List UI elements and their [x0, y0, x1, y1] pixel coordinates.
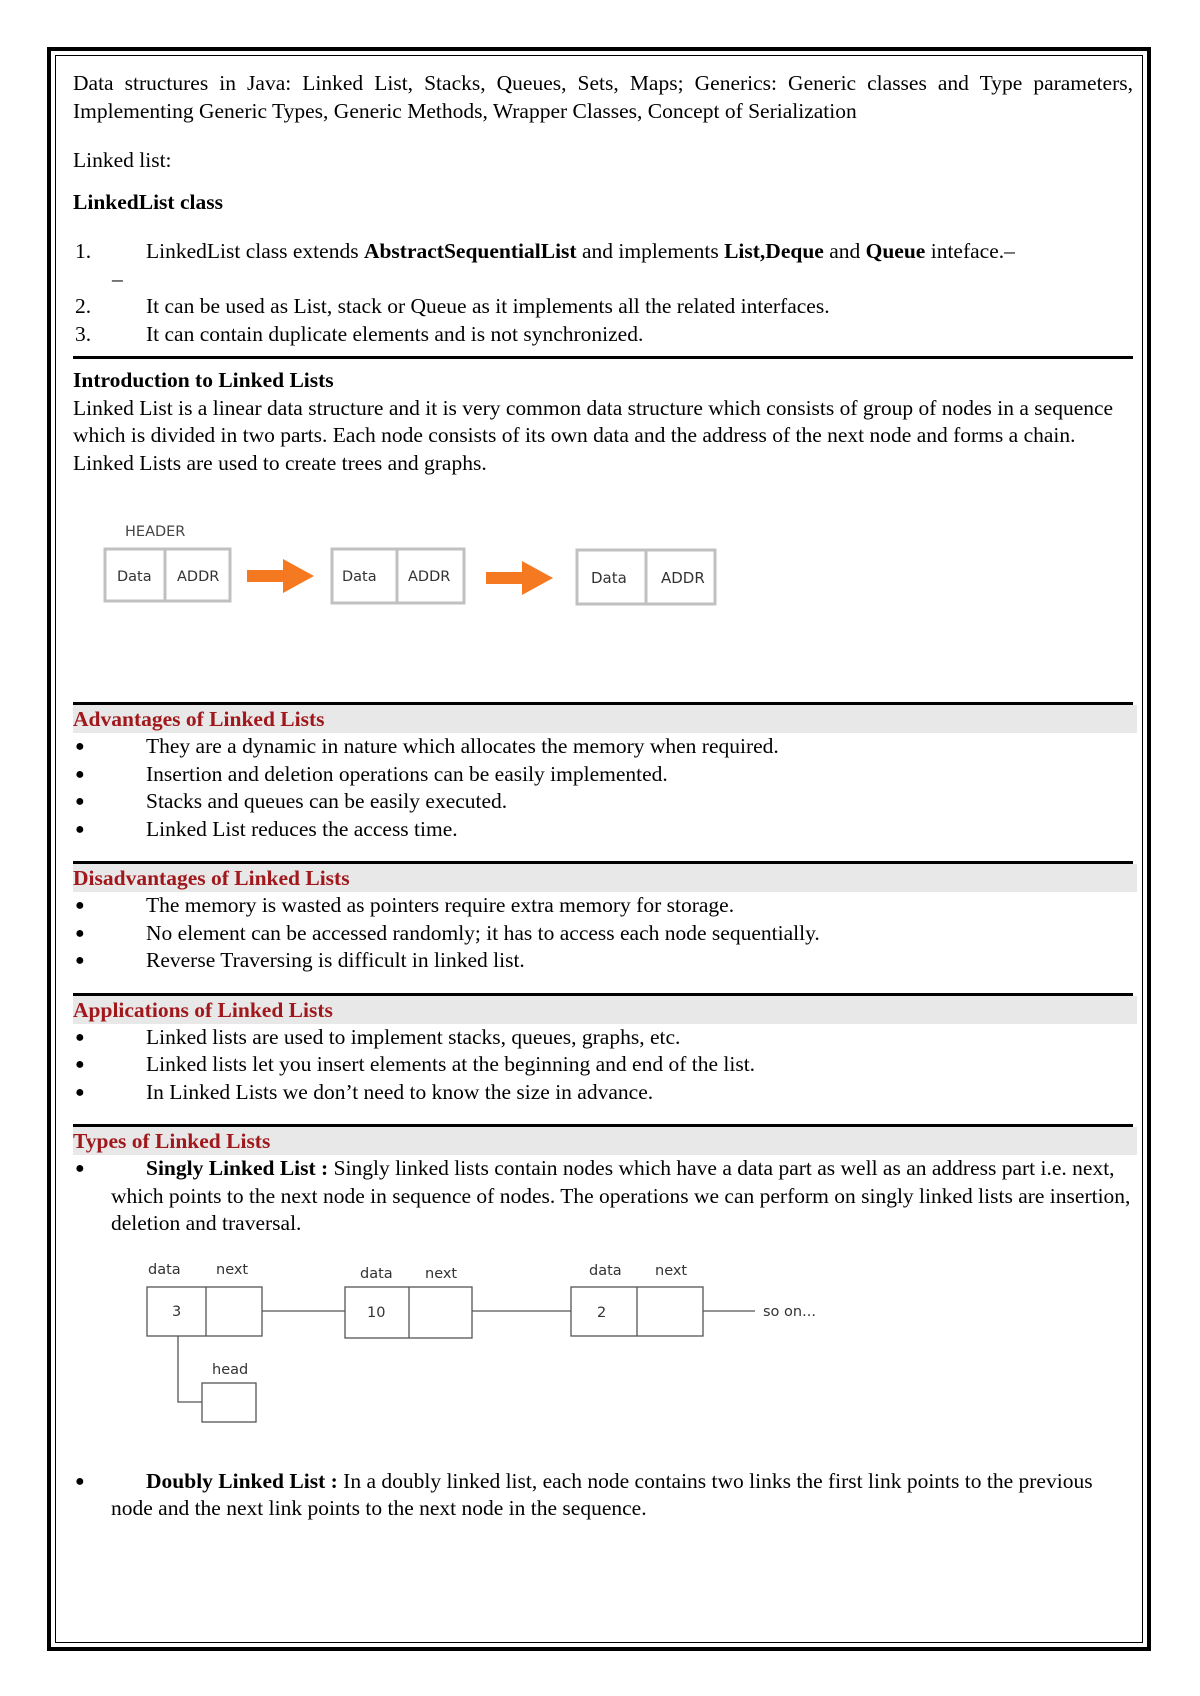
item-text: It can contain duplicate elements and is not synchronized. [146, 321, 644, 346]
list-item [73, 1468, 1133, 1523]
list-item [73, 1051, 1133, 1079]
list-item [73, 733, 1133, 761]
item-text: Insertion and deletion operations can be easily implemented. [146, 761, 668, 786]
bullet-icon: ● [75, 1160, 85, 1177]
item-text: Reverse Traversing is difficult in linked list. [146, 948, 525, 972]
linkedlist-class-heading: LinkedList class [73, 189, 223, 214]
text-run-bold: AbstractSequentialList [363, 239, 577, 263]
bullet-icon: ● [75, 793, 85, 810]
item-text: Stacks and queues can be easily executed. [146, 789, 508, 813]
list-item [73, 293, 1133, 321]
document-body [73, 70, 1133, 1523]
bullet-icon: ● [75, 924, 85, 942]
node-value: 10 [367, 1304, 386, 1321]
types-list-continued [73, 1468, 1133, 1523]
header-label: HEADER [125, 524, 186, 540]
list-item [73, 892, 1133, 920]
introduction-heading: Introduction to Linked Lists [73, 368, 334, 392]
item-text: The memory is wasted as pointers require extra memory for storage. [146, 893, 735, 917]
text-run: LinkedList class extends [146, 239, 364, 263]
node-chain-svg [73, 477, 773, 702]
next-label: next [655, 1262, 688, 1279]
bullet-icon: ● [75, 1028, 85, 1046]
node-addr-label: ADDR [408, 569, 451, 585]
item-text: They are a dynamic in nature which allocates the memory when required. [146, 734, 779, 758]
node-value: 2 [597, 1304, 607, 1321]
list-item [73, 947, 1133, 975]
singly-list-svg [73, 1238, 816, 1468]
node-data-label: Data [342, 569, 377, 585]
item-number: 1. [75, 239, 92, 263]
bullet-icon: ● [75, 1083, 85, 1101]
text-run: – [112, 266, 123, 291]
list-item [73, 1024, 1133, 1052]
doubly-term: Doubly Linked List : [146, 1468, 338, 1493]
item-text: No element can be accessed randomly; it has to access each node sequentially. [146, 920, 820, 945]
item-text: Linked lists are used to implement stacks, queues, graphs, etc. [146, 1024, 681, 1049]
introduction-body: Linked List is a linear data structure and it is very common data structure which consists of group of nodes in a sequence which is divided in two parts. Each node consists of its own data and the address of the next node and forms a chain. Linked Lists are used to create trees and graphs. [73, 395, 1114, 475]
node-addr-label: ADDR [661, 569, 705, 587]
node-data-label: Data [117, 569, 152, 585]
item-number: 3. [75, 321, 92, 346]
node-2 [332, 549, 464, 603]
linked-list-node-diagram [73, 477, 1133, 702]
syllabus-text: Data structures in Java: Linked List, Stacks, Queues, Sets, Maps; Generics: Generic classes and Type parameters, Implementing Generic Types, Generic Methods, Wrapper Classes, Concept of Serialization [73, 71, 1133, 123]
item-text: It can be used as List, stack or Queue as it implements all the related interfaces. [146, 294, 830, 318]
list-item [73, 1079, 1133, 1107]
list-item [73, 788, 1133, 816]
head-pointer-box [202, 1383, 256, 1422]
node-value: 3 [172, 1303, 182, 1320]
bullet-icon: ● [75, 820, 85, 838]
advantages-list [73, 733, 1133, 843]
next-label: next [216, 1261, 249, 1278]
node-3 [147, 1287, 262, 1336]
singly-linked-list-diagram [73, 1238, 1133, 1468]
list-item [73, 816, 1133, 844]
types-list [73, 1155, 1133, 1238]
advantages-heading: Advantages of Linked Lists [73, 705, 1137, 733]
data-label: data [360, 1265, 393, 1282]
disadvantages-heading: Disadvantages of Linked Lists [73, 864, 1137, 892]
bullet-icon: ● [75, 952, 85, 969]
data-label: data [589, 1262, 622, 1279]
node-data-label: Data [591, 569, 627, 587]
node-2 [571, 1287, 703, 1336]
text-run-bold: List,Deque [724, 239, 824, 263]
doubly-text: In a doubly linked list, each node contains two links the first link points to the previous node and the next link points to the next node in the sequence. [111, 1468, 1093, 1520]
next-label: next [425, 1265, 458, 1282]
text-run: inteface.– [925, 239, 1015, 263]
bullet-icon: ● [75, 1472, 85, 1490]
arrow-icon [247, 559, 314, 593]
list-item [73, 761, 1133, 789]
item-text: Linked List reduces the access time. [146, 816, 458, 841]
node-10 [345, 1287, 472, 1338]
types-heading: Types of Linked Lists [73, 1127, 1137, 1155]
bullet-icon: ● [75, 738, 85, 755]
singly-text: Singly linked lists contain nodes which have a data part as well as an address part i.e. next, which points to the next node in sequence of nodes. The operations we can perform on singly linked lists are insertion, deletion and traversal. [111, 1156, 1131, 1235]
applications-heading: Applications of Linked Lists [73, 996, 1137, 1024]
bullet-icon: ● [75, 765, 85, 783]
singly-term: Singly Linked List : [146, 1156, 329, 1180]
so-on-label: so on... [763, 1303, 816, 1320]
arrow-icon [486, 561, 553, 595]
data-label: data [148, 1261, 181, 1278]
list-item [73, 920, 1133, 948]
text-run: and implements [576, 239, 725, 263]
node-3 [577, 550, 715, 604]
applications-list [73, 1024, 1133, 1107]
item-text: Linked lists let you insert elements at the beginning and end of the list. [146, 1052, 756, 1076]
text-run-bold: Queue [865, 239, 926, 263]
list-item [73, 321, 1133, 349]
class-points-list [73, 238, 1133, 348]
list-item [73, 1155, 1133, 1238]
list-item [73, 238, 1133, 293]
linked-list-label: Linked list: [73, 148, 172, 172]
bullet-icon: ● [75, 897, 85, 914]
text-run: and [823, 239, 866, 263]
head-link-line [178, 1336, 203, 1402]
node-1 [105, 549, 230, 601]
node-addr-label: ADDR [177, 569, 220, 585]
item-text: In Linked Lists we don’t need to know the size in advance. [146, 1079, 654, 1104]
disadvantages-list [73, 892, 1133, 975]
bullet-icon: ● [75, 1056, 85, 1073]
head-label: head [212, 1361, 249, 1378]
item-number: 2. [75, 294, 92, 318]
